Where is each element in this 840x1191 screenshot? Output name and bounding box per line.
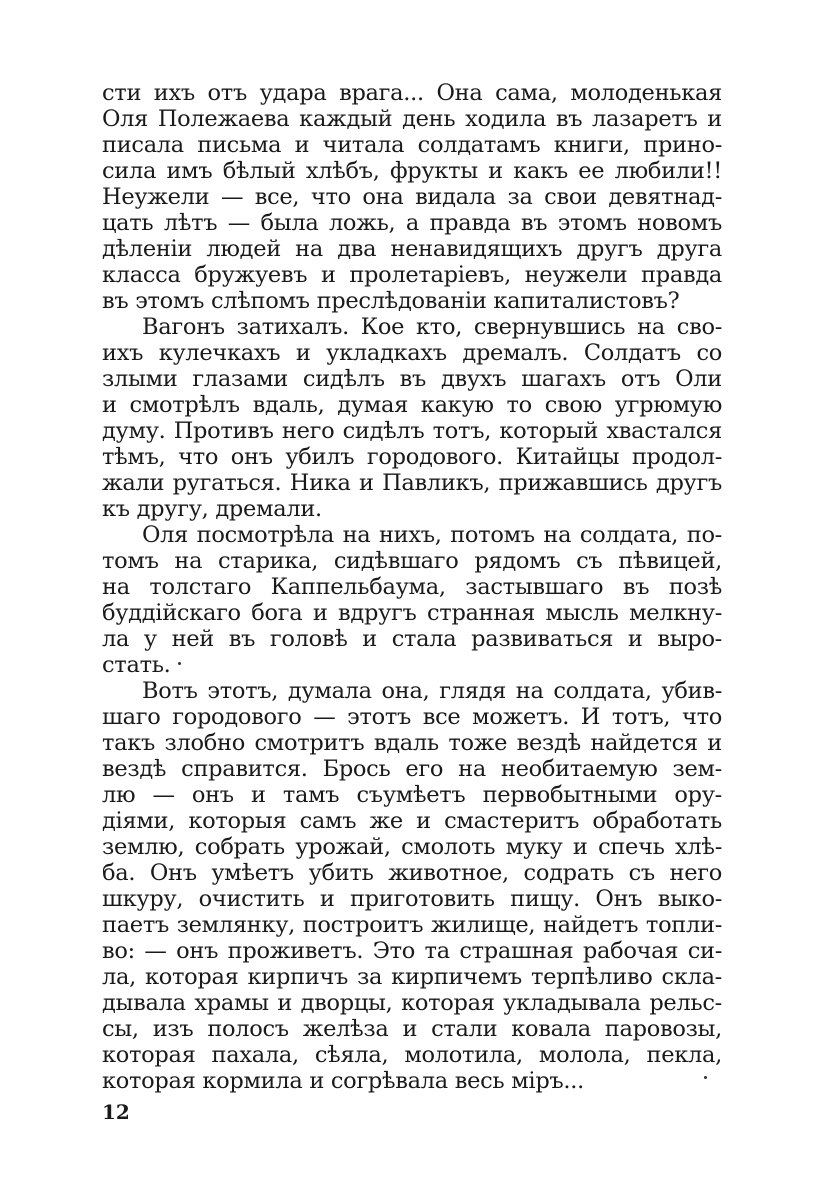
text-line: цать лѣтъ — была ложь, а правда въ этомъ новомъ: [102, 210, 722, 236]
text-line: томъ на старика, сидѣвшаго рядомъ съ пѣвицей,: [102, 548, 722, 574]
text-line: ба. Онъ умѣетъ убить животное, содрать съ него: [102, 860, 722, 886]
text-line: сы, изъ полосъ желѣза и стали ковала паровозы,: [102, 1016, 722, 1042]
text-line: въ этомъ слѣпомъ преслѣдованіи капиталистовъ?: [102, 288, 680, 314]
text-line: Вагонъ затихалъ. Кое кто, свернувшись на сво-: [142, 314, 722, 340]
text-line: жали ругаться. Ника и Павликъ, прижавшись другъ: [102, 470, 722, 496]
text-line: къ другу, дремали.: [102, 496, 322, 522]
text-line: которая пахала, сѣяла, молотила, молола, пекла,: [102, 1042, 722, 1068]
text-line: Вотъ этотъ, думала она, глядя на солдата, убив-: [142, 678, 722, 704]
text-line: буддійскаго бога и вдругъ странная мысль мелкну-: [102, 600, 722, 626]
print-speck: [178, 662, 181, 665]
text-line: ла, которая кирпичъ за кирпичемъ терпѣливо скла-: [102, 964, 722, 990]
text-line: во: — онъ проживетъ. Это та страшная рабочая си-: [102, 938, 722, 964]
text-line: лю — онъ и тамъ съумѣетъ первобытными ору-: [102, 782, 722, 808]
text-line: дѣленіи людей на два ненавидящихъ другъ друга: [102, 236, 722, 262]
text-line: Оля Полежаева каждый день ходила въ лазаретъ и: [102, 106, 722, 132]
page-number: 12: [102, 1100, 130, 1124]
text-line: и смотрѣлъ вдаль, думая какую то свою угрюмую: [102, 392, 722, 418]
text-line: вездѣ справится. Брось его на необитаемую зем-: [102, 756, 722, 782]
text-line: паетъ землянку, построитъ жилище, найдетъ топли-: [102, 912, 722, 938]
print-speck: [704, 1076, 707, 1079]
text-line: ихъ кулечкахъ и укладкахъ дремалъ. Солдатъ со: [102, 340, 722, 366]
text-line: думу. Противъ него сидѣлъ тотъ, который хвастался: [102, 418, 722, 444]
page-body-text: [102, 80, 722, 1094]
text-line: ла у ней въ головѣ и стала развиваться и выро-: [102, 626, 722, 652]
text-line: на толстаго Каппельбаума, застывшаго въ позѣ: [102, 574, 722, 600]
text-line: сти ихъ отъ удара врага... Она сама, молоденькая: [102, 80, 722, 106]
text-line: землю, собрать урожай, смолоть муку и спечь хлѣ-: [102, 834, 722, 860]
text-line: Оля посмотрѣла на нихъ, потомъ на солдата, по-: [142, 522, 722, 548]
text-line: шаго городового — этотъ все можетъ. И тотъ, что: [102, 704, 722, 730]
text-line: такъ злобно смотритъ вдаль тоже вездѣ найдется и: [102, 730, 722, 756]
text-line: діями, которыя самъ же и смастеритъ обработать: [102, 808, 722, 834]
text-line: Неужели — все, что она видала за свои девятнад-: [102, 184, 722, 210]
text-line: которая кормила и согрѣвала весь міръ...: [102, 1068, 584, 1094]
text-line: писала письма и читала солдатамъ книги, прино-: [102, 132, 722, 158]
text-line: тѣмъ, что онъ убилъ городового. Китайцы продол-: [102, 444, 722, 470]
text-line: стать.: [102, 652, 171, 678]
text-line: злыми глазами сидѣлъ въ двухъ шагахъ отъ Оли: [102, 366, 722, 392]
text-line: сила имъ бѣлый хлѣбъ, фрукты и какъ ее любили!!: [102, 158, 722, 184]
text-line: класса бружуевъ и пролетаріевъ, неужели правда: [102, 262, 722, 288]
text-line: шкуру, очистить и приготовить пищу. Онъ выко-: [102, 886, 722, 912]
text-line: дывала храмы и дворцы, которая укладывала рельс-: [102, 990, 722, 1016]
